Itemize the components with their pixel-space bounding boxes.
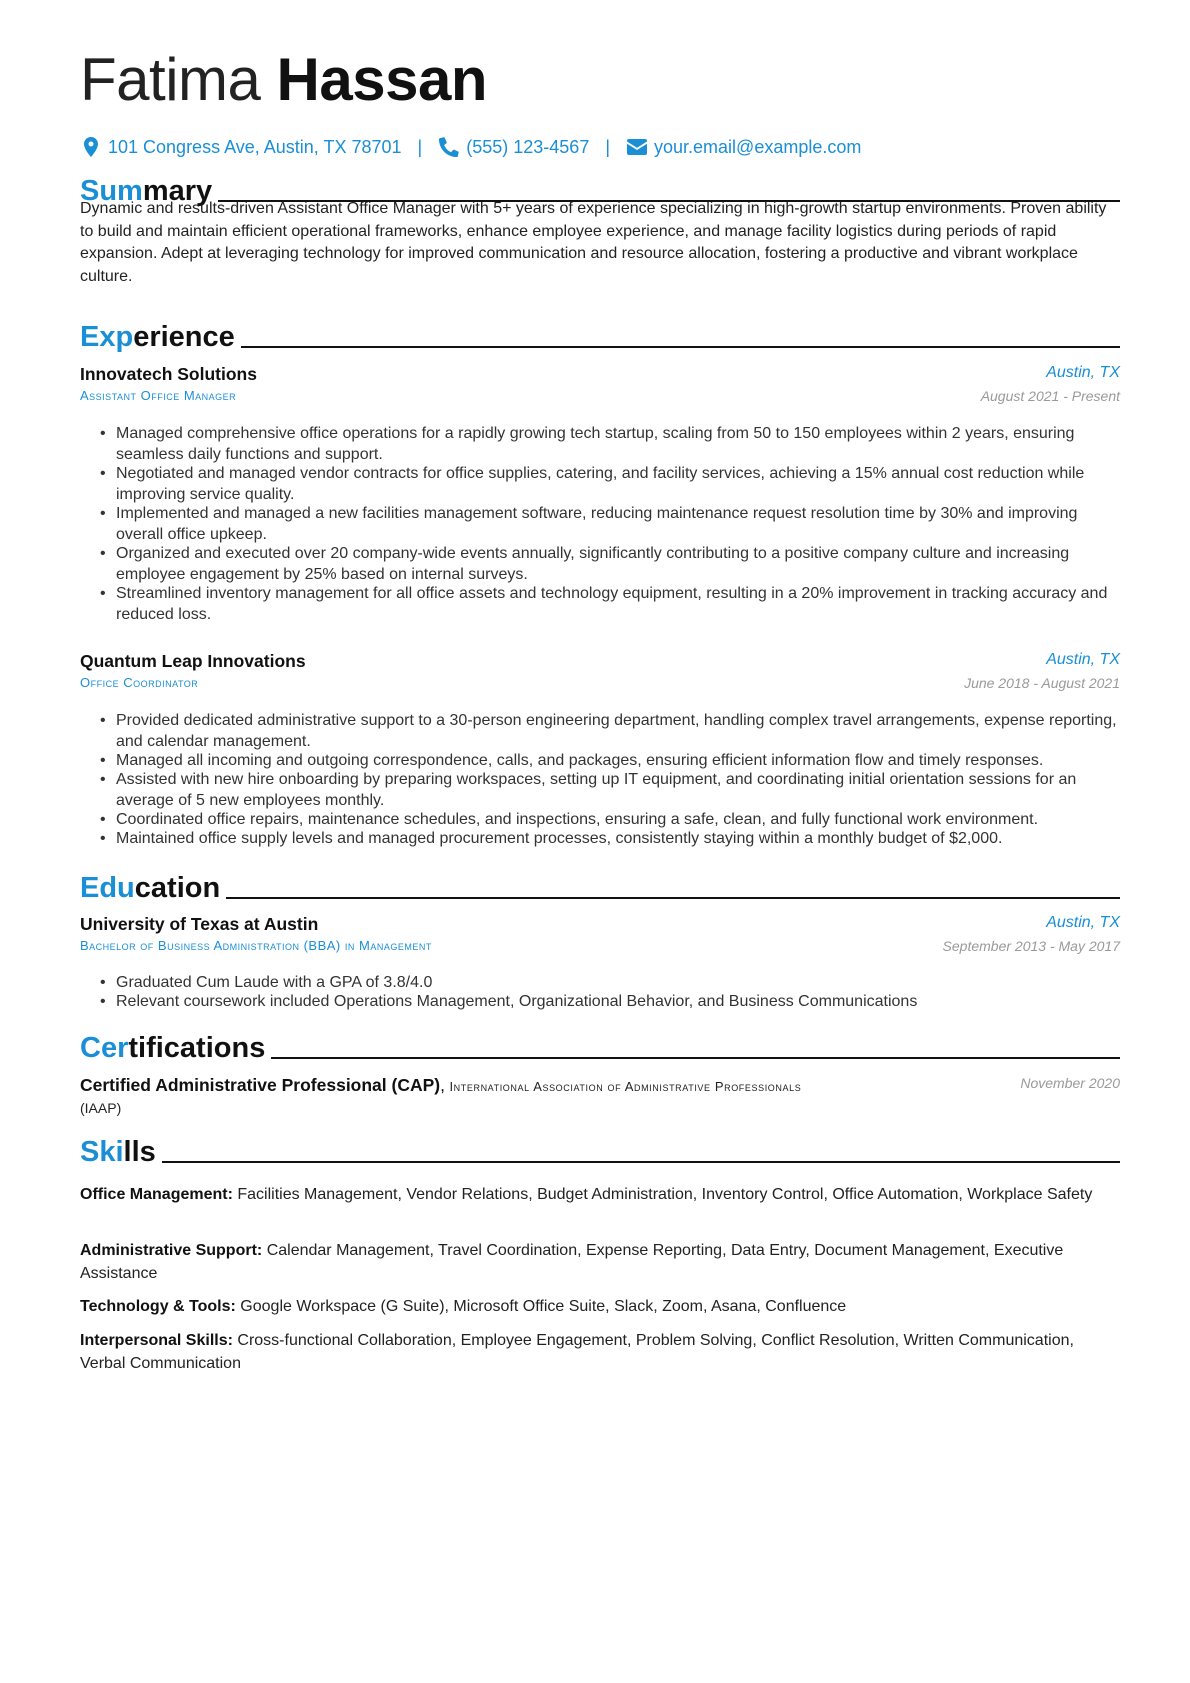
job-bullet: • Streamlined inventory management for all office assets and technology equipment, resulting in a 20% improvement in tracking accuracy and reduced loss. (100, 583, 1120, 625)
resume-page (80, 40, 1120, 1372)
skill-item (80, 1296, 1120, 1319)
job-bullet: • Coordinated office repairs, maintenance schedules, and inspections, ensuring a safe, clean, and fully functional work environment. (100, 809, 1120, 830)
job-bullet: • Managed all incoming and outgoing correspondence, calls, and packages, ensuring efficient information flow and timely responses. (100, 750, 1120, 771)
contact-separator: | (417, 136, 423, 157)
job-bullet: • Negotiated and managed vendor contracts for office supplies, catering, and facility services, achieving a 15% annual cost reduction while improving service quality. (100, 463, 1120, 505)
summary-text: Dynamic and results-driven Assistant Office Manager with 5+ years of experience specializing in high-growth startup environments. Proven ability to build and maintain efficient operational frameworks, enhance employee experience, and manage facility logistics during periods of rapid expansion. Adept at leveraging technology for improved communication and resource allocation, fostering a productive and vibrant workplace culture. (80, 200, 1107, 285)
certification-row (80, 1075, 1120, 1097)
skill-value: Cross-functional Collaboration, Employee Engagement, Problem Solving, Conflict Resolution, Written Communication, Verbal Communication (80, 1332, 1074, 1372)
skill-item (80, 1240, 1120, 1285)
school-location: Austin, TX (1046, 914, 1120, 931)
skill-value: Calendar Management, Travel Coordination, Expense Reporting, Data Entry, Document Management, Executive Assistance (80, 1242, 1064, 1282)
job-header (80, 364, 1120, 386)
first-name: Fatima (80, 46, 261, 113)
education-bullet: • Relevant coursework included Operations Management, Organizational Behavior, and Business Communications (100, 991, 1120, 1012)
certification-org-abbr: (IAAP) (80, 1100, 122, 1116)
job-title: Office Coordinator (80, 675, 199, 690)
certifications-heading (80, 1029, 1120, 1065)
job-bullet: • Managed comprehensive office operations for a rapidly growing tech startup, scaling from 50 to 150 employees within 2 years, ensuring seamless daily functions and support. (100, 423, 1120, 465)
envelope-icon (626, 136, 648, 158)
certification-name: Certified Administrative Professional (CAP) (80, 1075, 441, 1095)
education-bullet: • Graduated Cum Laude with a GPA of 3.8/4.0 (100, 972, 1120, 993)
skill-label: Office Management: (80, 1186, 233, 1203)
job-location: Austin, TX (1046, 364, 1120, 381)
education-subheader (80, 938, 1120, 960)
section-rule (241, 346, 1120, 348)
education-dates: September 2013 - May 2017 (942, 938, 1120, 954)
job-bullet: • Implemented and managed a new facilities management software, reducing maintenance request resolution time by 30% and improving overall office upkeep. (100, 503, 1120, 545)
skill-label: Technology & Tools: (80, 1298, 236, 1315)
skills-title-rest: lls (123, 1136, 156, 1168)
phone-text: (555) 123-4567 (466, 136, 590, 157)
contact-line (80, 133, 861, 161)
certifications-title-rest: tifications (128, 1032, 266, 1064)
section-rule (226, 897, 1120, 899)
job-title: Assistant Office Manager (80, 388, 237, 403)
job-dates: August 2021 - Present (980, 388, 1120, 404)
job-location: Austin, TX (1046, 651, 1120, 668)
certification-comma: , (440, 1075, 445, 1095)
job-dates: June 2018 - August 2021 (964, 675, 1120, 691)
company-name: Innovatech Solutions (80, 364, 257, 384)
experience-title-accent: Exp (80, 321, 134, 353)
education-heading (80, 869, 1120, 905)
job-bullet: • Maintained office supply levels and managed procurement processes, consistently staying within a monthly budget of $2,000. (100, 828, 1120, 849)
skill-label: Administrative Support: (80, 1242, 263, 1259)
address-text: 101 Congress Ave, Austin, TX 78701 (108, 136, 402, 157)
skill-label: Interpersonal Skills: (80, 1332, 233, 1349)
map-marker-icon (80, 136, 102, 158)
job-bullets (100, 423, 1120, 623)
certification-date: November 2020 (1020, 1075, 1120, 1091)
last-name: Hassan (276, 46, 488, 113)
skills-heading (80, 1133, 1120, 1169)
certifications-title-accent: Cer (80, 1032, 129, 1064)
job-bullet: • Provided dedicated administrative support to a 30-person engineering department, handling complex travel arrangements, expense reporting, and calendar management. (100, 710, 1120, 752)
summary-title-rest: mary (142, 175, 213, 207)
summary-title-accent: Sum (80, 175, 143, 207)
section-rule (162, 1161, 1120, 1163)
job-bullet: • Organized and executed over 20 company-wide events annually, significantly contributing to a positive company culture and increasing employee engagement by 25% based on internal surveys. (100, 543, 1120, 585)
skills-title-accent: Ski (80, 1136, 124, 1168)
phone-icon (438, 136, 460, 158)
education-header (80, 914, 1120, 936)
experience-heading (80, 318, 1120, 354)
skill-item (80, 1184, 1120, 1207)
experience-title-rest: erience (133, 321, 235, 353)
skill-value: Facilities Management, Vendor Relations, Budget Administration, Inventory Control, Office Automation, Workplace Safety (237, 1186, 1093, 1203)
certification-org: International Association of Administrative Professionals (449, 1079, 802, 1094)
school-name: University of Texas at Austin (80, 914, 319, 934)
job-subheader (80, 675, 1120, 697)
education-title-rest: cation (134, 872, 221, 904)
email-link[interactable]: your.email@example.com (654, 136, 862, 157)
candidate-name (80, 40, 1120, 120)
section-rule (271, 1057, 1120, 1059)
company-name: Quantum Leap Innovations (80, 651, 306, 671)
education-bullets (100, 972, 1120, 1010)
skill-item (80, 1330, 1120, 1375)
job-bullet: • Assisted with new hire onboarding by preparing workspaces, setting up IT equipment, and coordinating initial orientation sessions for an average of 5 new employees monthly. (100, 769, 1120, 811)
contact-separator: | (605, 136, 611, 157)
job-bullets (100, 710, 1120, 847)
education-title-accent: Edu (80, 872, 135, 904)
job-subheader (80, 388, 1120, 410)
job-header (80, 651, 1120, 673)
skill-value: Google Workspace (G Suite), Microsoft Office Suite, Slack, Zoom, Asana, Confluence (240, 1298, 847, 1315)
degree-name: Bachelor of Business Administration (BBA) in Management (80, 938, 432, 953)
